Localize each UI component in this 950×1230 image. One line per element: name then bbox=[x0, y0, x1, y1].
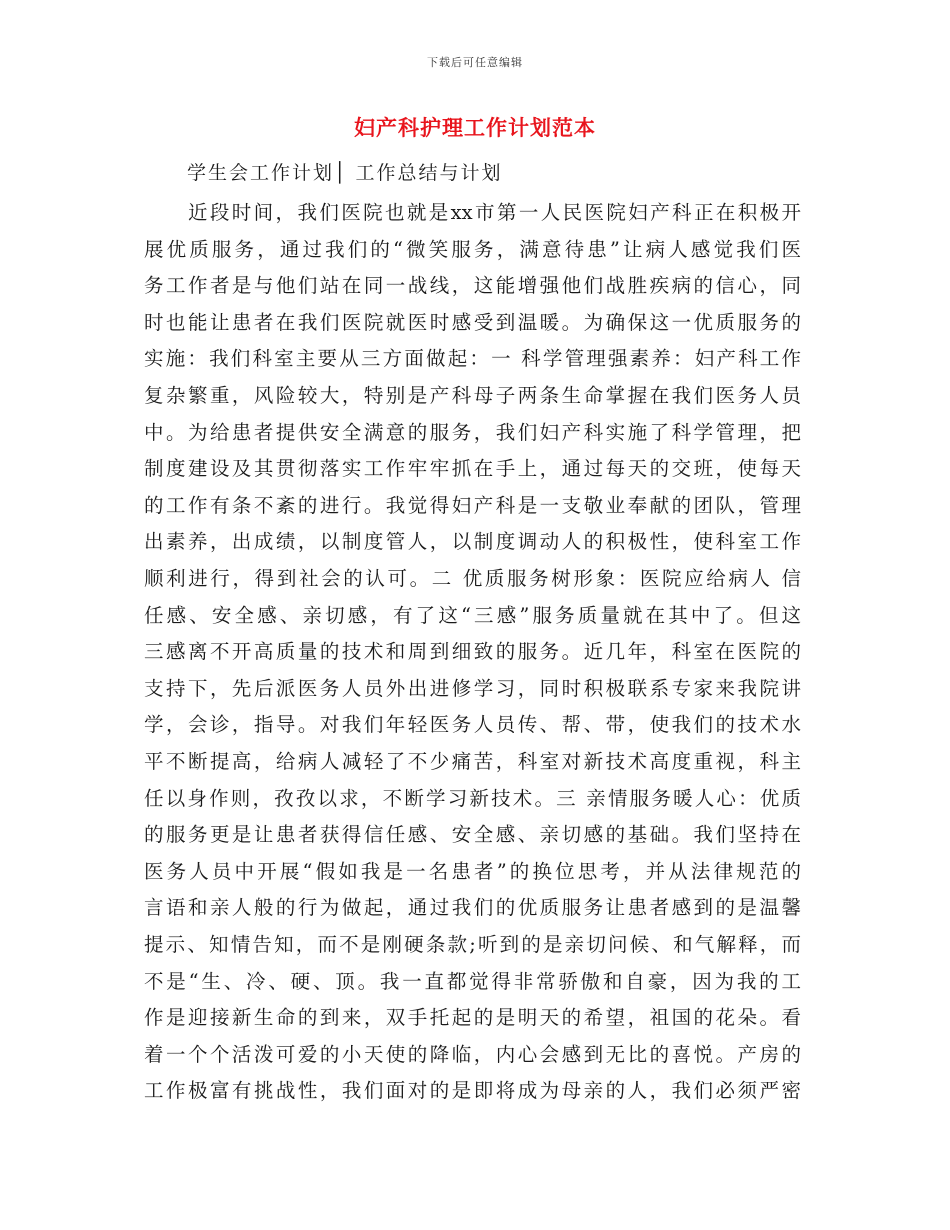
body-line: 务工作者是与他们站在同一战线，这能增强他们战胜疾病的信心，同 bbox=[144, 274, 801, 297]
body-line: 不是“生、冷、硬、顶。我一直都觉得非常骄傲和自豪，因为我的工 bbox=[144, 970, 801, 993]
body-line: 的服务更是让患者获得信任感、安全感、亲切感的基础。我们坚持在 bbox=[144, 823, 801, 846]
body-line: 着一个个活泼可爱的小天使的降临，内心会感到无比的喜悦。产房的 bbox=[144, 1043, 801, 1066]
header-note: 下载后可任意编辑 bbox=[427, 56, 523, 69]
body-line: 提示、知情告知，而不是刚硬条款;听到的是亲切问候、和气解释，而 bbox=[144, 933, 801, 956]
body-line: 任感、安全感、亲切感，有了这“三感”服务质量就在其中了。但这 bbox=[144, 604, 801, 627]
body-line: 的工作有条不紊的进行。我觉得妇产科是一支敬业奉献的团队，管理 bbox=[144, 494, 801, 517]
body-line: 平不断提高，给病人减轻了不少痛苦，科室对新技术高度重视，科主 bbox=[144, 750, 801, 773]
body-line: 制度建设及其贯彻落实工作牢牢抓在手上，通过每天的交班，使每天 bbox=[144, 457, 801, 480]
body-line: 任以身作则，孜孜以求，不断学习新技术。三 亲情服务暖人心：优质 bbox=[144, 787, 801, 810]
body-line: 三感离不开高质量的技术和周到细致的服务。近几年，科室在医院的 bbox=[144, 640, 801, 663]
body-line: 中。为给患者提供安全满意的服务，我们妇产科实施了科学管理，把 bbox=[144, 421, 801, 444]
body-line: 支持下，先后派医务人员外出进修学习，同时积极联系专家来我院讲 bbox=[144, 677, 801, 700]
body-line: 复杂繁重，风险较大，特别是产科母子两条生命掌握在我们医务人员 bbox=[144, 384, 801, 407]
body-line: 出素养，出成绩，以制度管人，以制度调动人的积极性，使科室工作 bbox=[144, 530, 801, 553]
body-line: 工作极富有挑战性，我们面对的是即将成为母亲的人，我们必须严密 bbox=[144, 1079, 801, 1102]
body-line: 作是迎接新生命的到来，双手托起的是明天的希望，祖国的花朵。看 bbox=[144, 1006, 801, 1029]
body-line: 顺利进行，得到社会的认可。二 优质服务树形象：医院应给病人 信 bbox=[144, 567, 801, 590]
body-line: 展优质服务，通过我们的“微笑服务，满意待患”让病人感觉我们医 bbox=[144, 238, 801, 261]
body-line: 时也能让患者在我们医院就医时感受到温暖。为确保这一优质服务的 bbox=[144, 311, 801, 334]
document-subtitle: 学生会工作计划│ 工作总结与计划 bbox=[187, 162, 503, 184]
body-line: 言语和亲人般的行为做起，通过我们的优质服务让患者感到的是温馨 bbox=[144, 896, 801, 919]
body-line: 近段时间，我们医院也就是xx市第一人民医院妇产科正在积极开 bbox=[188, 201, 801, 224]
body-line: 学，会诊，指导。对我们年轻医务人员传、帮、带，使我们的技术水 bbox=[144, 713, 801, 736]
document-title: 妇产科护理工作计划范本 bbox=[354, 115, 596, 140]
body-line: 医务人员中开展“假如我是一名患者”的换位思考，并从法律规范的 bbox=[144, 860, 801, 883]
body-line: 实施：我们科室主要从三方面做起：一 科学管理强素养：妇产科工作 bbox=[144, 347, 801, 370]
